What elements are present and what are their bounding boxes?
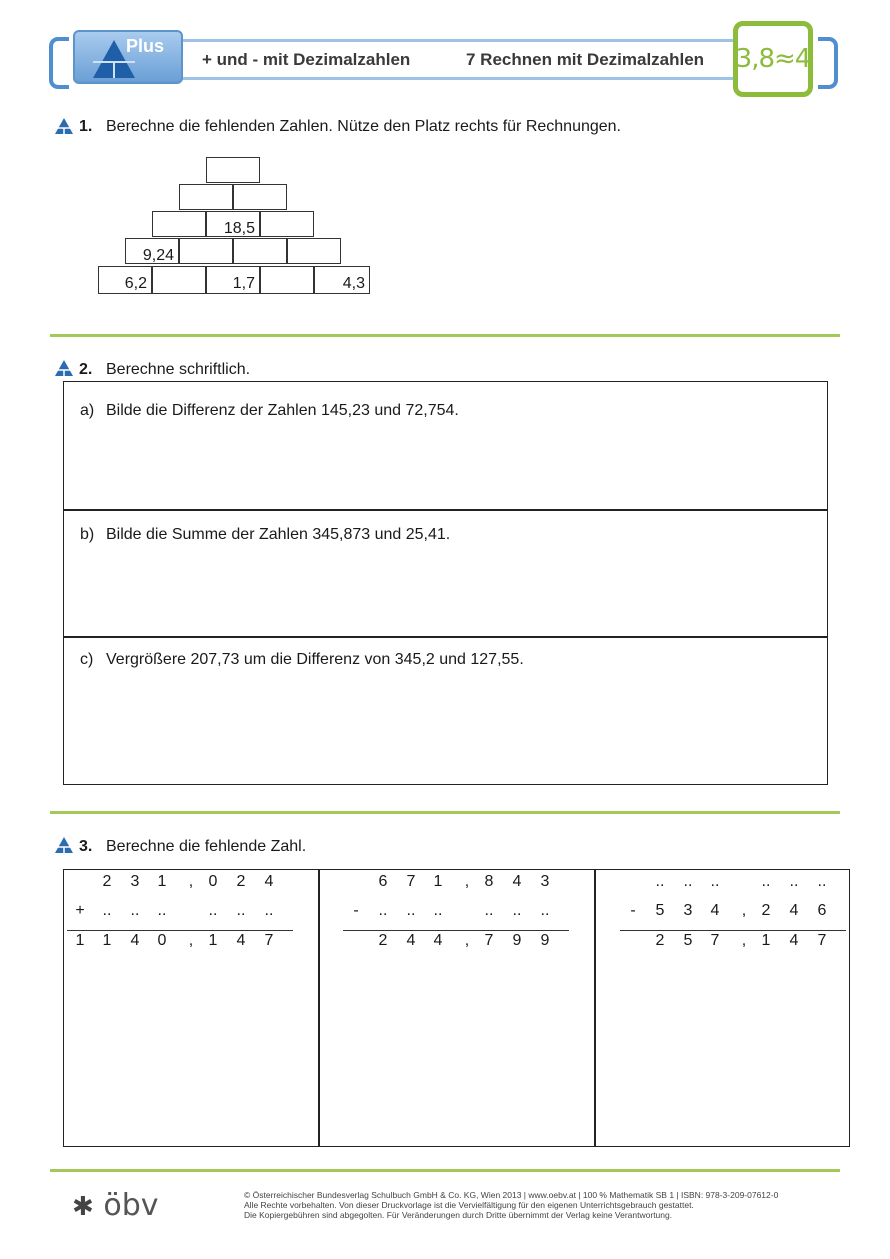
digit-cell: ..: [208, 902, 218, 919]
pyramid-cell[interactable]: 18,5: [206, 211, 260, 237]
publisher-name: öbv: [103, 1188, 159, 1223]
task-level-icon: [54, 117, 74, 135]
digit-cell: 8: [484, 873, 494, 890]
digit-cell: 7: [710, 932, 720, 949]
digit-cell: ,: [464, 873, 470, 890]
digit-cell: ..: [378, 902, 388, 919]
digit-cell: 4: [130, 932, 140, 949]
digit-cell: ..: [433, 902, 443, 919]
digit-cell: 7: [817, 932, 827, 949]
question-label: c): [80, 651, 94, 668]
task3-instruction: Berechne die fehlende Zahl.: [106, 838, 307, 855]
digit-cell: 5: [655, 902, 665, 919]
digit-cell: 6: [378, 873, 388, 890]
digit-cell: 4: [433, 932, 443, 949]
digit-cell: 2: [102, 873, 112, 890]
header-chapter: 7 Rechnen mit Dezimalzahlen: [466, 50, 705, 69]
digit-cell: 7: [264, 932, 274, 949]
header-rule-top: [180, 39, 740, 42]
task1-instruction: Berechne die fehlenden Zahlen. Nütze den Platz rechts für Rechnungen.: [106, 118, 621, 135]
header-bracket-right: [818, 37, 838, 89]
digit-cell: 3: [130, 873, 140, 890]
pyramid-cell[interactable]: [233, 238, 287, 264]
digit-cell: 4: [406, 932, 416, 949]
digit-cell: ,: [188, 932, 194, 949]
digit-cell: ..: [817, 873, 827, 890]
digit-cell: 1: [102, 932, 112, 949]
header-topic: + und - mit Dezimalzahlen: [202, 50, 411, 69]
digit-cell: ..: [710, 873, 720, 890]
task-level-icon: [54, 359, 74, 377]
pyramid-cell[interactable]: [260, 211, 314, 237]
digit-cell: 3: [540, 873, 550, 890]
digit-cell: 4: [264, 873, 274, 890]
digit-cell: ,: [188, 873, 194, 890]
pyramid-cell[interactable]: 4,3: [314, 266, 370, 294]
digit-cell: ..: [683, 873, 693, 890]
digit-cell: 2: [655, 932, 665, 949]
digit-cell: 0: [208, 873, 218, 890]
section-divider: [50, 811, 840, 814]
digit-cell: ..: [484, 902, 494, 919]
digit-cell: 4: [512, 873, 522, 890]
row-divider: [64, 509, 827, 511]
task3-number: 3.: [79, 838, 93, 855]
question-label: a): [80, 402, 95, 419]
digit-cell: 2: [378, 932, 388, 949]
footer-rights: Alle Rechte vorbehalten. Von dieser Druckvorlage ist die Vervielfältigung für den eigenen Unterrichtsgebrauch gestattet.: [244, 1200, 694, 1210]
digit-cell: ..: [406, 902, 416, 919]
pyramid-cell[interactable]: [233, 184, 287, 210]
section-divider: [50, 1169, 840, 1172]
digit-cell: 4: [789, 932, 799, 949]
digit-cell: ..: [789, 873, 799, 890]
task2-answer-box: [63, 381, 828, 785]
digit-cell: ..: [102, 902, 112, 919]
pyramid-cell[interactable]: 6,2: [98, 266, 152, 294]
digit-cell: 4: [236, 932, 246, 949]
asterisk-logo-icon: ✱: [72, 1192, 94, 1222]
digit-cell: 1: [75, 932, 85, 949]
sum-rule: [67, 930, 293, 931]
task1-number: 1.: [79, 118, 93, 135]
digit-cell: ..: [540, 902, 550, 919]
digit-cell: ,: [741, 902, 747, 919]
header-bracket-left: [49, 37, 69, 89]
chapter-badge: 3,8≈4: [733, 21, 813, 97]
row-divider: [64, 636, 827, 638]
digit-cell: ..: [655, 873, 665, 890]
digit-cell: ,: [464, 932, 470, 949]
digit-cell: -: [630, 902, 636, 919]
question-text: Bilde die Differenz der Zahlen 145,23 und 72,754.: [106, 402, 459, 419]
question-text: Bilde die Summe der Zahlen 345,873 und 25,41.: [106, 526, 451, 543]
digit-cell: 1: [433, 873, 443, 890]
digit-cell: ..: [130, 902, 140, 919]
pyramid-cell[interactable]: 1,7: [206, 266, 260, 294]
digit-cell: 9: [512, 932, 522, 949]
digit-cell: ..: [157, 902, 167, 919]
digit-cell: +: [75, 902, 85, 919]
sum-rule: [620, 930, 846, 931]
digit-cell: 2: [761, 902, 771, 919]
publisher-logo: [72, 1188, 159, 1223]
task3-answer-box: [63, 869, 850, 1147]
plus-logo-label: Plus: [126, 36, 165, 56]
digit-cell: 0: [157, 932, 167, 949]
digit-cell: ..: [264, 902, 274, 919]
pyramid-cell[interactable]: 9,24: [125, 238, 179, 264]
column-divider: [318, 870, 320, 1146]
digit-cell: 4: [789, 902, 799, 919]
pyramid-cell[interactable]: [260, 266, 314, 294]
column-divider: [594, 870, 596, 1146]
digit-cell: 1: [208, 932, 218, 949]
pyramid-cell[interactable]: [206, 157, 260, 183]
digit-cell: ..: [761, 873, 771, 890]
question-text: Vergrößere 207,73 um die Differenz von 345,2 und 127,55.: [106, 651, 524, 668]
pyramid-cell[interactable]: [179, 184, 233, 210]
header-rule-bottom: [180, 77, 740, 80]
digit-cell: -: [353, 902, 359, 919]
pyramid-cell[interactable]: [152, 266, 206, 294]
question-label: b): [80, 526, 95, 543]
digit-cell: 9: [540, 932, 550, 949]
digit-cell: 3: [683, 902, 693, 919]
digit-cell: 2: [236, 873, 246, 890]
pyramid-cell[interactable]: [179, 238, 233, 264]
footer-disclaimer: Die Kopiergebühren sind abgegolten. Für Veränderungen durch Dritte übernimmt der Verlag keine Verantwortung.: [244, 1210, 673, 1220]
digit-cell: 4: [710, 902, 720, 919]
task-level-icon: [54, 836, 74, 854]
digit-cell: 1: [157, 873, 167, 890]
digit-cell: 6: [817, 902, 827, 919]
task2-instruction: Berechne schriftlich.: [106, 361, 251, 378]
sum-rule: [343, 930, 569, 931]
digit-cell: ,: [741, 932, 747, 949]
digit-cell: 1: [761, 932, 771, 949]
section-divider: [50, 334, 840, 337]
digit-cell: 5: [683, 932, 693, 949]
digit-cell: 7: [406, 873, 416, 890]
footer-copyright: © Österreichischer Bundesverlag Schulbuch GmbH & Co. KG, Wien 2013 | www.oebv.at | 100 % Mathematik SB 1 | ISBN: 978-3-209-07612-0: [244, 1190, 779, 1200]
task2-number: 2.: [79, 361, 93, 378]
digit-cell: ..: [512, 902, 522, 919]
pyramid-cell[interactable]: [287, 238, 341, 264]
digit-cell: 7: [484, 932, 494, 949]
pyramid-cell[interactable]: [152, 211, 206, 237]
digit-cell: ..: [236, 902, 246, 919]
